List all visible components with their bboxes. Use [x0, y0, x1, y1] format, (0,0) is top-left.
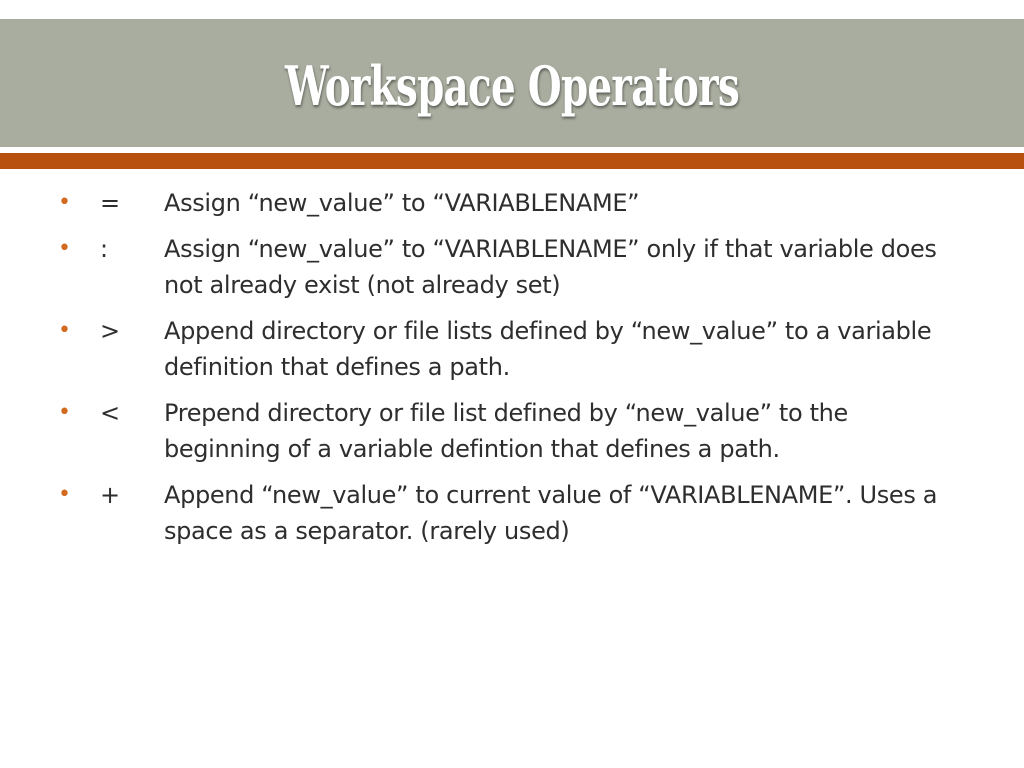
bullet-dot-icon: • [58, 318, 71, 343]
list-item [58, 231, 958, 303]
operator-description: Assign “new_value” to “VARIABLENAME” [164, 189, 640, 217]
operator-description: Append directory or file lists defined by “new_value” to a variable definition that defines a path. [164, 317, 932, 381]
operator-symbol: + [100, 481, 120, 509]
bullet-dot-icon: • [58, 190, 71, 215]
operator-symbol: = [100, 189, 120, 217]
bullet-dot-icon: • [58, 400, 71, 425]
slide-title: Workspace Operators [284, 54, 740, 118]
list-item [58, 477, 958, 549]
bullet-dot-icon: • [58, 236, 71, 261]
accent-bar [0, 153, 1024, 169]
bullet-dot-icon: • [58, 482, 71, 507]
operator-symbol: : [100, 235, 108, 263]
operator-description: Append “new_value” to current value of “VARIABLENAME”. Uses a space as a separator. (rarely used) [164, 481, 938, 545]
operator-symbol: < [100, 399, 120, 427]
operator-description: Assign “new_value” to “VARIABLENAME” only if that variable does not already exist (not already set) [164, 235, 937, 299]
operator-list [58, 185, 958, 559]
list-item [58, 185, 958, 221]
operator-symbol: > [100, 317, 120, 345]
list-item [58, 313, 958, 385]
operator-description: Prepend directory or file list defined by “new_value” to the beginning of a variable defintion that defines a path. [164, 399, 848, 463]
list-item [58, 395, 958, 467]
